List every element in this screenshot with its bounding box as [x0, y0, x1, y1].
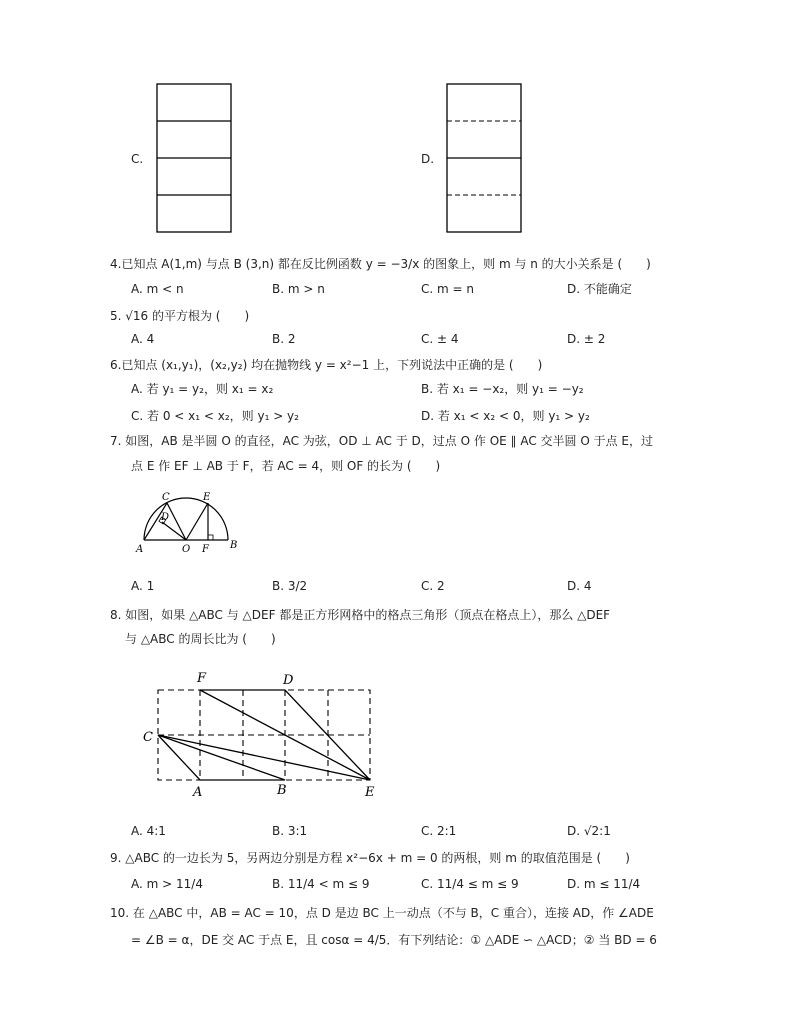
q7-option-d: D. 4 [567, 579, 592, 593]
q8-figure [140, 665, 390, 805]
q8-stem-line2: 与 △ABC 的周长比为 ( ) [125, 632, 276, 646]
q8-option-b: B. 3:1 [272, 824, 308, 838]
q5-option-b: B. 2 [272, 332, 296, 346]
q8-label-d: D [283, 673, 294, 688]
q4-stem: 4.已知点 A(1,m) 与点 B (3,n) 都在反比例函数 y = −3/x 的图象上，则 m 与 n 的大小关系是 ( ) [110, 257, 651, 271]
q8-option-a: A. 4:1 [131, 824, 166, 838]
q8-label-a: A [193, 785, 203, 800]
q7-stem-line2: 点 E 作 EF ⊥ AB 于 F，若 AC = 4，则 OF 的长为 ( ) [131, 459, 441, 473]
q6-stem: 6.已知点 (x₁,y₁)，(x₂,y₂) 均在抛物线 y = x²−1 上，下列说法中正确的是 ( ) [110, 358, 543, 372]
q7-label-c: C [162, 492, 170, 503]
q5-stem: 5. √16 的平方根为 ( ) [110, 309, 250, 323]
q7-label-d: D [161, 512, 170, 523]
q9-option-d: D. m ≤ 11/4 [567, 877, 641, 891]
q8-option-d: D. √2:1 [567, 824, 611, 838]
q8-label-f: F [197, 671, 207, 686]
q7-stem-line1: 7. 如图，AB 是半圆 O 的直径，AC 为弦，OD ⊥ AC 于 D，过点 O 作 OE ∥ AC 交半圆 O 于点 E，过 [110, 434, 654, 448]
q9-option-a: A. m > 11/4 [131, 877, 203, 891]
q9-option-b: B. 11/4 < m ≤ 9 [272, 877, 370, 891]
option-d-figure [440, 80, 530, 236]
q8-label-b: B [277, 783, 287, 798]
q7-label-o: O [182, 544, 191, 555]
q6-option-c: C. 若 0 < x₁ < x₂，则 y₁ > y₂ [131, 409, 299, 423]
q6-option-d: D. 若 x₁ < x₂ < 0，则 y₁ > y₂ [421, 409, 590, 423]
q8-option-c: C. 2:1 [421, 824, 457, 838]
q7-option-c: C. 2 [421, 579, 445, 593]
q8-label-e: E [365, 785, 375, 800]
q7-label-e: E [203, 492, 211, 503]
option-d-label: D. [421, 152, 435, 166]
q8-label-c: C [143, 730, 153, 745]
q7-label-a: A [136, 544, 144, 555]
q9-stem: 9. △ABC 的一边长为 5，另两边分别是方程 x²−6x + m = 0 的两根，则 m 的取值范围是 ( ) [110, 851, 630, 865]
q6-option-b: B. 若 x₁ = −x₂，则 y₁ = −y₂ [421, 382, 584, 396]
option-c-figure [150, 80, 240, 236]
q7-option-b: B. 3/2 [272, 579, 308, 593]
q7-label-f: F [202, 544, 209, 555]
q7-option-a: A. 1 [131, 579, 155, 593]
q4-option-d: D. 不能确定 [567, 282, 632, 296]
q9-option-c: C. 11/4 ≤ m ≤ 9 [421, 877, 519, 891]
q5-option-a: A. 4 [131, 332, 155, 346]
option-c-label: C. [131, 152, 144, 166]
q10-stem-line2: = ∠B = α，DE 交 AC 于点 E，且 cosα = 4/5．有下列结论：① △ADE ∽ △ACD；② 当 BD = 6 [131, 933, 657, 947]
q6-option-a: A. 若 y₁ = y₂，则 x₁ = x₂ [131, 382, 274, 396]
q4-option-a: A. m < n [131, 282, 184, 296]
q5-option-d: D. ± 2 [567, 332, 606, 346]
q4-option-c: C. m = n [421, 282, 474, 296]
q8-stem-line1: 8. 如图，如果 △ABC 与 △DEF 都是正方形网格中的格点三角形（顶点在格点上），那么 △DEF [110, 608, 611, 622]
q7-figure [132, 490, 244, 556]
q5-option-c: C. ± 4 [421, 332, 459, 346]
q7-label-b: B [230, 540, 238, 551]
q4-option-b: B. m > n [272, 282, 325, 296]
q10-stem-line1: 10. 在 △ABC 中，AB = AC = 10，点 D 是边 BC 上一动点（不与 B，C 重合），连接 AD，作 ∠ADE [110, 906, 654, 920]
